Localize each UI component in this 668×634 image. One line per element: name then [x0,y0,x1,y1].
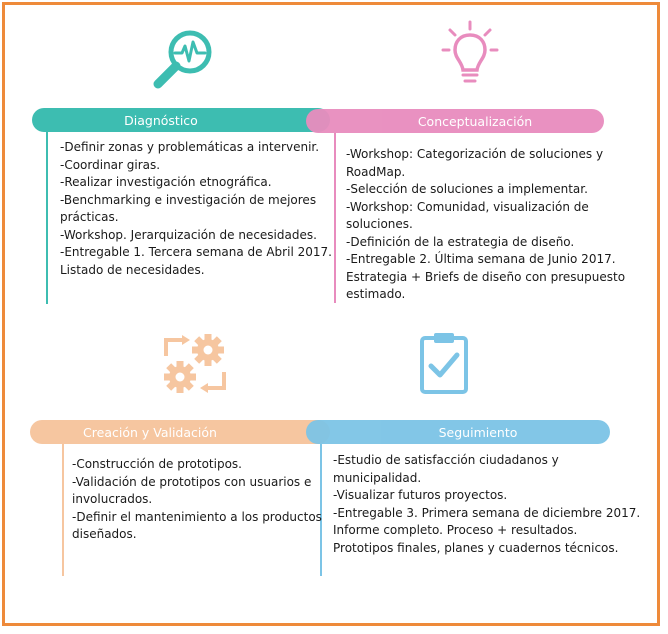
diagnostico-line-8: Listado de necesidades. [60,262,205,277]
diagnostico-title: Diagnóstico [124,112,198,128]
seguimiento-line-1: -Estudio de satisfacción ciudadanos y [333,453,559,467]
conceptualizacion-line-5: soluciones. [346,217,413,231]
diagnostico-line [46,132,48,304]
conceptualizacion-line-2: RoadMap. [346,164,406,179]
seguimiento-header [306,420,610,444]
diagnostico-line-2: -Coordinar giras. [60,157,161,172]
seguimiento-line-5: Informe completo. Proceso + resultados. [333,523,578,537]
magnifier-pulse-icon [148,24,220,94]
conceptualizacion-header [306,109,604,133]
conceptualizacion-line-9: estimado. [346,287,406,301]
diagnostico-line-6: -Workshop. Jerarquización de necesidades. [60,227,317,242]
clipboard-check-icon [418,330,470,396]
seguimiento-title: Seguimiento [438,424,518,440]
seguimiento-list [333,452,640,557]
seguimiento-line-4: -Entregable 3. Primera semana de diciembre 2017. [333,505,641,520]
creacion-line-4: -Definir el mantenimiento a los productos [72,509,322,524]
creacion-line-5: diseñados. [72,527,137,541]
conceptualizacion-list [346,146,625,304]
seguimiento-line-6: Prototipos finales, planes y cuadernos técnicos. [333,540,619,555]
conceptualizacion-line-3: -Selección de soluciones a implementar. [346,182,588,196]
diagnostico-header [32,108,330,132]
conceptualizacion-line-4: -Workshop: Comunidad, visualización de [346,199,589,214]
diagnostico-line-5: prácticas. [60,210,119,224]
diagnostico-list [60,139,332,279]
conceptualizacion-line [334,133,336,303]
conceptualizacion-line-8: Estrategia + Briefs de diseño con presupuesto [346,269,626,284]
diagnostico-line-3: -Realizar investigación etnográfica. [60,175,272,189]
creacion-header [30,420,330,444]
diagnostico-line-1: -Definir zonas y problemáticas a intervenir. [60,140,320,154]
lightbulb-icon [440,20,500,86]
creacion-line [62,444,64,576]
conceptualizacion-line-6: -Definición de la estrategia de diseño. [346,234,575,249]
conceptualizacion-line-1: -Workshop: Categorización de soluciones y [346,147,604,161]
conceptualizacion-line-7: -Entregable 2. Última semana de Junio 2017. [346,252,616,266]
creacion-line-2: -Validación de prototipos con usuarios e [72,474,312,489]
diagnostico-line-7: -Entregable 1. Tercera semana de Abril 2017. [60,245,332,259]
creacion-title: Creación y Validación [83,424,217,440]
diagnostico-line-4: -Benchmarking e investigación de mejores [60,192,317,207]
seguimiento-line-2: municipalidad. [333,470,422,485]
conceptualizacion-title: Conceptualización [417,113,533,129]
gears-cycle-icon [160,332,230,396]
creacion-line-3: involucrados. [72,492,153,506]
creacion-line-1: -Construcción de prototipos. [72,457,242,471]
seguimiento-line-3: -Visualizar futuros proyectos. [333,488,508,502]
creacion-list [72,456,322,544]
